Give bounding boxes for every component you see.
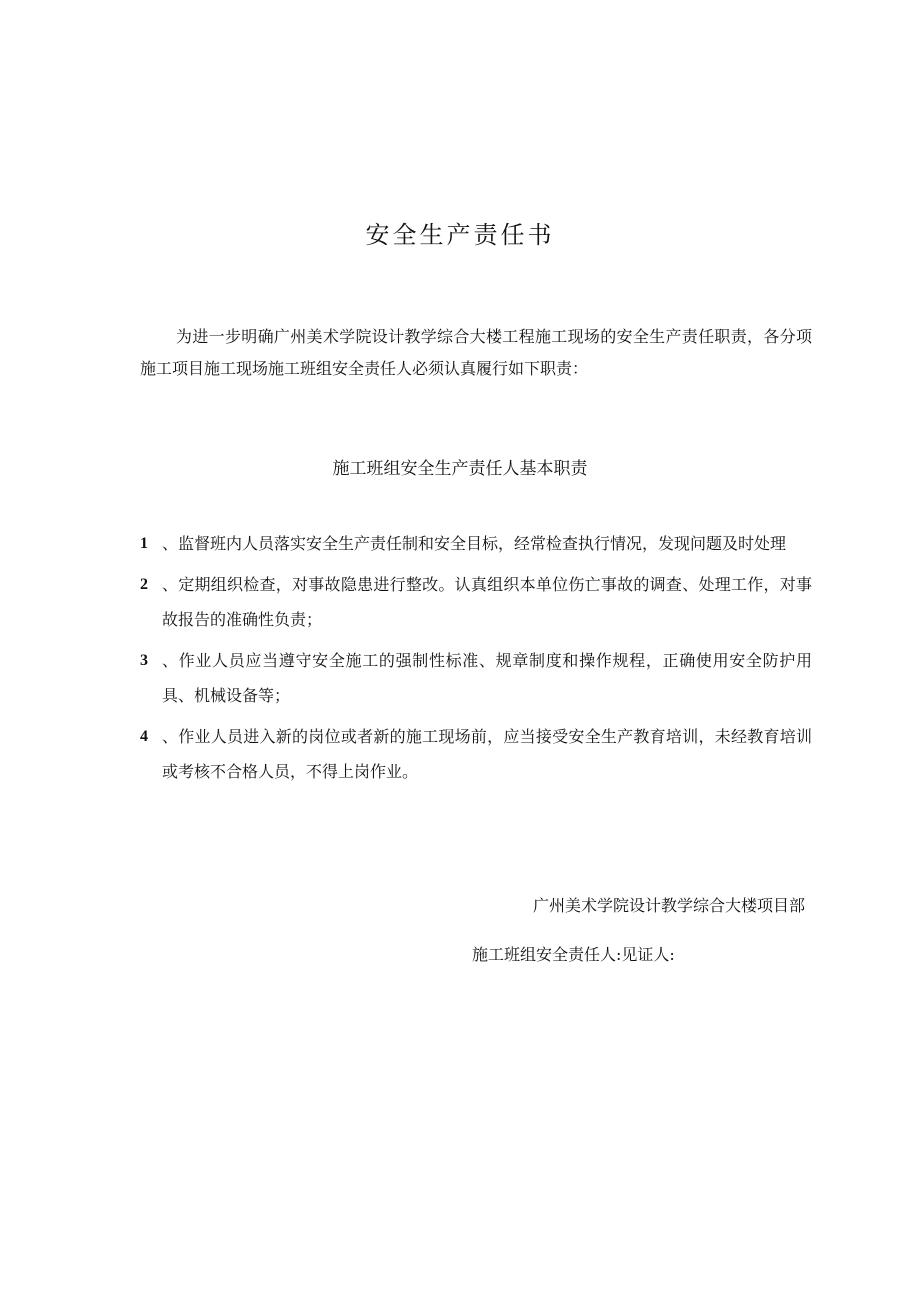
- duties-list: [140, 526, 812, 795]
- duty-item: [140, 643, 812, 713]
- signature-people: 施工班组安全责任人:见证人:: [472, 945, 675, 964]
- duty-item: [140, 567, 812, 637]
- duty-text: 、监督班内人员落实安全生产责任制和安全目标，经常检查执行情况，发现问题及时处理: [162, 534, 787, 553]
- duty-text: 、作业人员应当遵守安全施工的强制性标准、规章制度和操作规程，正确使用安全防护用具、机械设备等；: [162, 651, 812, 705]
- duty-item: [140, 526, 812, 561]
- duty-item: [140, 719, 812, 789]
- intro-paragraph: 为进一步明确广州美术学院设计教学综合大楼工程施工现场的安全生产责任职责，各分项施工项目施工现场施工班组安全责任人必须认真履行如下职责：: [140, 327, 812, 378]
- duty-number: 3: [140, 652, 148, 669]
- duty-number: 1: [140, 535, 148, 552]
- duty-number: 2: [140, 576, 148, 593]
- duty-number: 4: [140, 728, 148, 745]
- duty-text: 、作业人员进入新的岗位或者新的施工现场前，应当接受安全生产教育培训，未经教育培训或考核不合格人员，不得上岗作业。: [162, 727, 812, 781]
- section-subtitle: 施工班组安全生产责任人基本职责: [332, 459, 588, 479]
- duty-text: 、定期组织检查，对事故隐患进行整改。认真组织本单位伤亡事故的调查、处理工作，对事故报告的准确性负责；: [162, 575, 812, 629]
- document-title: 安全生产责任书: [365, 221, 555, 249]
- signature-organization: 广州美术学院设计教学综合大楼项目部: [532, 896, 805, 915]
